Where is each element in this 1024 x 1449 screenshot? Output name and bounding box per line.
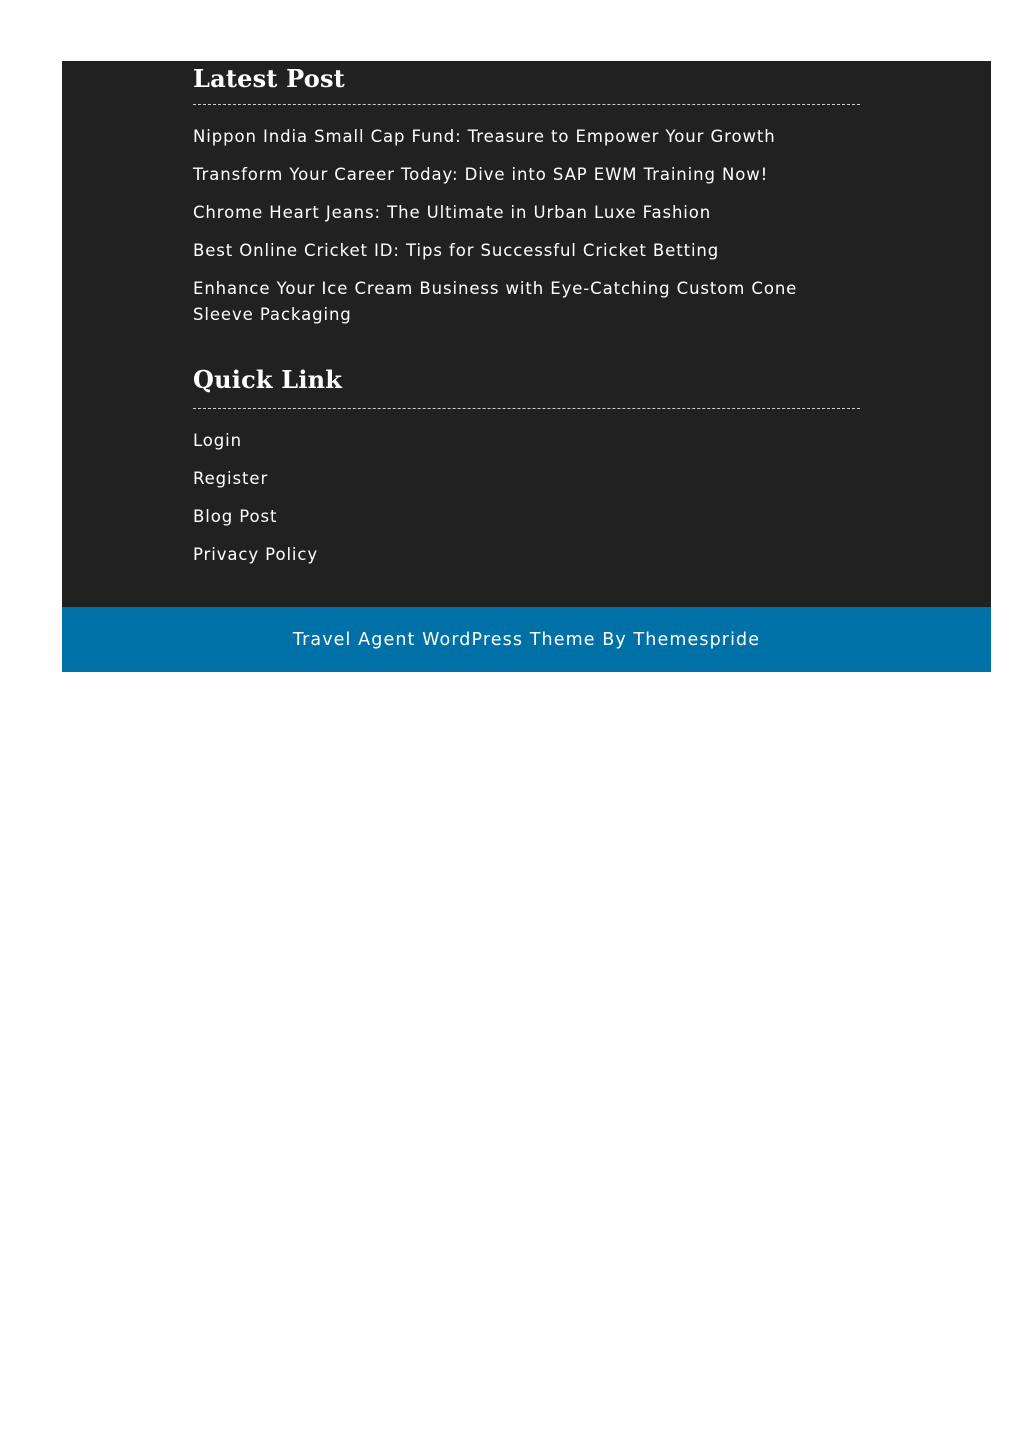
quick-link-section [193,365,860,568]
quick-link-blog-post[interactable]: Blog Post [193,507,278,526]
latest-post-list [193,124,860,328]
copyright-bar [62,607,991,672]
latest-post-link[interactable]: Transform Your Career Today: Dive into SAP EWM Training Now! [193,165,769,184]
latest-post-section [193,61,860,328]
quick-link-privacy-policy[interactable]: Privacy Policy [193,545,319,564]
latest-post-link[interactable]: Nippon India Small Cap Fund: Treasure to Empower Your Growth [193,127,776,146]
latest-post-link[interactable]: Enhance Your Ice Cream Business with Eye-Catching Custom Cone Sleeve Packaging [193,279,798,324]
quick-link-title: Quick Link [193,365,343,394]
quick-link-login[interactable]: Login [193,431,243,450]
latest-post-link[interactable]: Chrome Heart Jeans: The Ultimate in Urban Luxe Fashion [193,203,712,222]
copyright-link[interactable]: Travel Agent WordPress Theme By Themespride [292,629,761,650]
latest-post-title: Latest Post [193,64,345,93]
latest-post-divider [193,104,860,105]
quick-link-divider [193,408,860,409]
footer [62,61,991,607]
quick-link-register[interactable]: Register [193,469,269,488]
latest-post-link[interactable]: Best Online Cricket ID: Tips for Successful Cricket Betting [193,241,720,260]
quick-link-list [193,428,860,568]
